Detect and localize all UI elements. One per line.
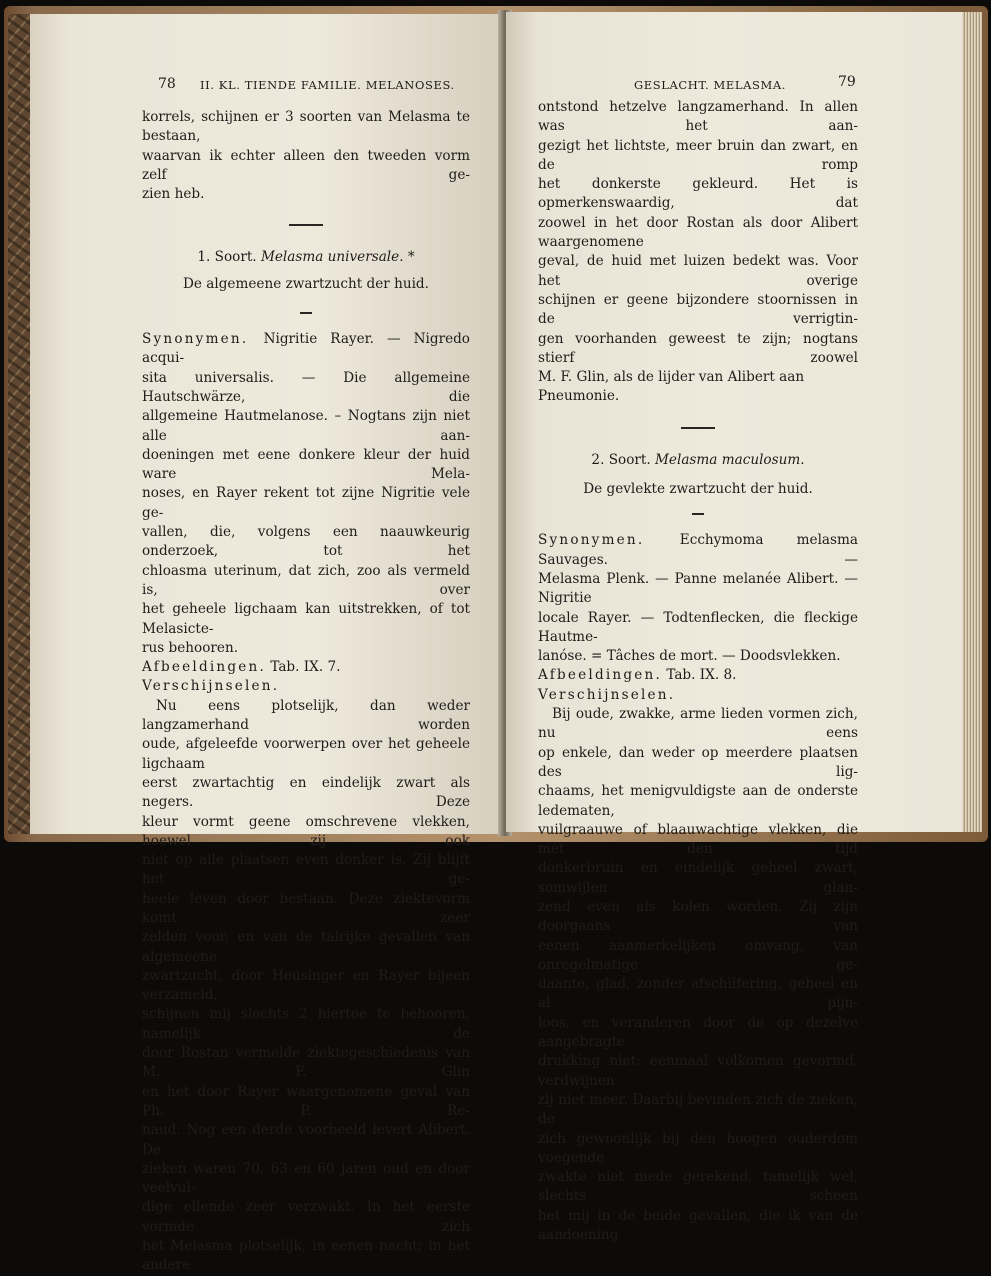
synonyms-left (142, 330, 470, 658)
text-line: gezigt het lichtste, meer bruin dan zwart, en de romp (538, 137, 858, 173)
text-line: chloasma uterinum, dat zich, zoo als vermeld is, over (142, 562, 470, 598)
text-line: dige ellende zeer verzwakt. In het eerste vormde zich (142, 1199, 470, 1235)
text-line: schijnen er geene bijzondere stoornissen in de verrigtin- (538, 291, 858, 328)
text-line: gen voorhanden geweest te zijn; nogtans stierf zoowel (538, 330, 858, 366)
text-line: waarvan ik echter alleen den tweeden vorm zelf ge- (142, 147, 470, 183)
right-text-column (538, 98, 858, 1245)
text-line: allgemeine Hautmelanose. – Nogtans zijn niet alle aan- (142, 408, 470, 444)
text-line: doeningen met eene donkere kleur der huid ware Mela- (142, 446, 470, 483)
text-line: Nu eens plotselijk, dan weder langzamerhand worden (142, 697, 470, 734)
text-line: zien heb. (142, 186, 205, 203)
text-line: zend even als kolen worden. Zij zijn doorgaans van (538, 898, 858, 935)
text-line: vuilgraauwe of blaauwachtige vlekken, die met den tijd (538, 821, 858, 858)
text-line: vallen, die, volgens een naauwkeurig onderzoek, tot het (142, 524, 470, 560)
text-line: daante, glad, zonder afschilfering, geheel en al pijn- (538, 976, 858, 1012)
text-line: heele leven door bestaan. Deze ziektevorm komt zeer (142, 890, 470, 926)
right-intro-paragraph (538, 98, 858, 407)
text-line: rus behooren. (142, 639, 239, 656)
text-line: schijnen mij slechts 2 hiertoe te behooren, namelijk de (142, 1006, 470, 1042)
text-line: geval, de huid met luizen bedekt was. Voor het overige (538, 253, 858, 289)
text-line: M. F. Glin, als de lijder van Alibert aan Pneumonie. (538, 369, 805, 405)
text-line: zwakte niet mede gerekend, tamelijk wel, slechts scheen (538, 1169, 858, 1205)
phenomena-right (538, 705, 858, 1245)
text-line: zwartzucht, door Heusinger en Rayer bijeen verzameld, (142, 967, 470, 1004)
illustrations-right: Afbeeldingen. Tab. IX. 8. (538, 667, 737, 684)
page-edges (960, 12, 982, 832)
text-line: zich gewoonlijk bij den hoogen ouderdom voegende (538, 1130, 858, 1166)
text-line: zoowel in het door Rostan als door Alibert waargenomene (538, 214, 858, 251)
running-head-right: GESLACHT. MELASMA. (634, 78, 787, 92)
species-dutch-right: De gevlekte zwartzucht der huid. (583, 481, 813, 498)
text-line: het donkerste gekleurd. Het is opmerkenswaardig, dat (538, 176, 858, 212)
species-heading-left: 1. Soort. Melasma universale. * (197, 249, 415, 266)
illustrations-left: Afbeeldingen. Tab. IX. 7. (142, 659, 341, 676)
text-line: door Rostan vermelde ziektegeschiedenis van M. F. Glin (142, 1045, 470, 1081)
page-number-left: 78 (158, 76, 176, 92)
text-line: korrels, schijnen er 3 soorten van Melasma te bestaan, (142, 109, 470, 145)
phenomena-left (142, 697, 470, 1276)
species-dutch-left: De algemeene zwartzucht der huid. (183, 275, 429, 292)
text-line: Bij oude, zwakke, arme lieden vormen zich, nu eens (538, 706, 858, 742)
text-line: eerst zwartachtig en eindelijk zwart als negers. Deze (142, 774, 470, 811)
right-page (506, 12, 962, 1244)
text-line: donkerbruin en eindelijk geheel zwart, somwijlen glan- (538, 860, 858, 896)
text-line: chaams, het menigvuldigste aan de onderste ledematen, (538, 783, 858, 819)
text-line: Synonymen. Nigritie Rayer. — Nigredo acqui- (142, 331, 470, 367)
text-line: zieken waren 70, 63 en 60 jaren oud en door veelvul- (142, 1160, 470, 1197)
text-line: het mij in de beide gevallen, die ik van de aandoening (538, 1207, 858, 1244)
left-intro-paragraph (142, 108, 470, 204)
phenomena-label-right: Verschijnselen. (538, 686, 676, 703)
text-line: naud. Nog een derde voorbeeld levert Alibert. De (142, 1122, 470, 1158)
synonyms-label: Synonymen. (538, 532, 680, 549)
species-heading-right: 2. Soort. Melasma maculosum. (591, 451, 805, 468)
text-line: oude, afgeleefde voorwerpen over het geheele ligchaam (142, 736, 470, 772)
phenomena-label-left: Verschijnselen. (142, 678, 280, 695)
synonyms-label: Synonymen. (142, 331, 264, 348)
text-line: het Melasma plotselijk, in eenen nacht; in het andere (142, 1238, 470, 1274)
text-line: Synonymen. Ecchymoma melasma Sauvages. — (538, 532, 858, 568)
text-line: sita universalis. — Die allgemeine Hautschwärze, die (142, 369, 470, 405)
text-line: noses, en Rayer rekent tot zijne Nigritie vele ge- (142, 485, 470, 521)
text-line: op enkele, dan weder op meerdere plaatsen des lig- (538, 744, 858, 780)
text-line: zelden voor, en van de talrijke gevallen van algemeene (142, 929, 470, 965)
text-line: drukking niet; eenmaal volkomen gevormd, verdwijnen (538, 1053, 858, 1089)
text-line: lanóse. = Tâches de mort. — Doodsvlekken. (538, 648, 841, 665)
running-head-left: II. KL. TIENDE FAMILIE. MELANOSES. (200, 78, 455, 92)
text-line: eenen aanmerkelijken omvang, van onregelmatige ge- (538, 937, 858, 973)
text-line: loos, en veranderen door de op dezelve aangebragte (538, 1014, 858, 1051)
text-line: Melasma Plenk. — Panne melanée Alibert. — Nigritie (538, 570, 858, 607)
text-line: locale Rayer. — Todtenflecken, die fleckige Hautme- (538, 609, 858, 645)
page-number-right: 79 (838, 74, 856, 90)
left-text-column (142, 108, 470, 1276)
synonyms-right (538, 531, 858, 666)
text-line: het geheele ligchaam kan uitstrekken, of tot Melasicte- (142, 601, 470, 637)
left-page (30, 14, 502, 1274)
text-line: en het door Rayer waargenomene geval van Ph. P. Re- (142, 1083, 470, 1119)
text-line: niet op alle plaatsen even donker is. Zij blijft het ge- (142, 852, 470, 888)
text-line: kleur vormt geene omschrevene vlekken, hoewel zij ook (142, 813, 470, 849)
text-line: zij niet meer. Daarbij bevinden zich de zieken, de (538, 1091, 858, 1128)
text-line: ontstond hetzelve langzamerhand. In allen was het aan- (538, 99, 858, 135)
